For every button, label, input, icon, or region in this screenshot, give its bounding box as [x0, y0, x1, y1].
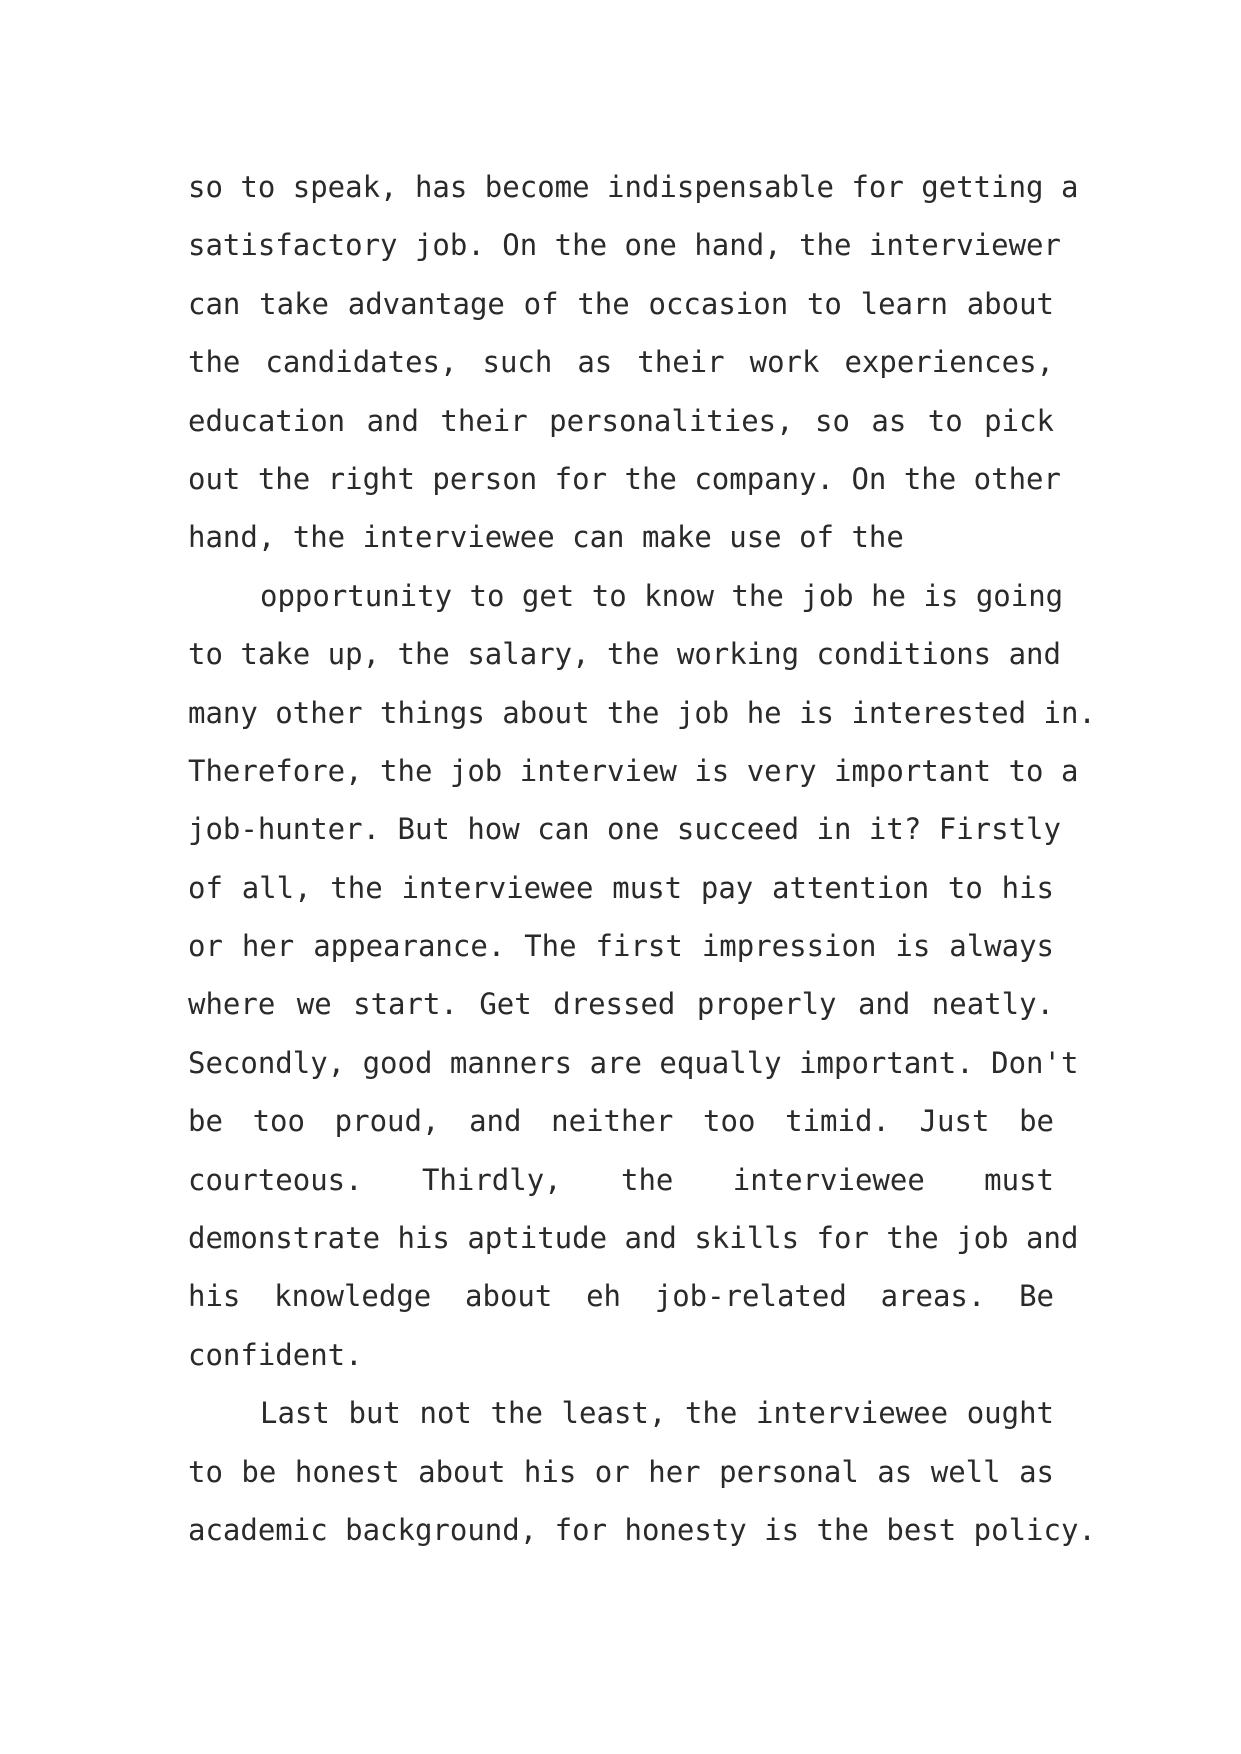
text-line: opportunity to get to know the job he is going [260, 578, 1064, 613]
text-line: job-hunter. But how can one succeed in it? Firstly [188, 812, 1061, 847]
text-line: education and their personalities, so as to pick [188, 403, 1054, 438]
text-line: or her appearance. The first impression is always [188, 929, 1054, 964]
text-line: be too proud, and neither too timid. Just be [188, 1104, 1054, 1139]
body-text [188, 158, 1096, 1559]
text-line: can take advantage of the occasion to learn about [188, 286, 1054, 321]
text-line: satisfactory job. On the one hand, the interviewer [188, 228, 1061, 263]
text-line: Secondly, good manners are equally important. Don't [188, 1045, 1079, 1080]
text-line: courteous. Thirdly, the interviewee must [188, 1162, 1054, 1197]
text-line: to take up, the salary, the working conditions and [188, 637, 1061, 672]
text-line: his knowledge about eh job-related areas. Be [188, 1279, 1054, 1314]
text-line: academic background, for honesty is the best policy. [188, 1512, 1096, 1547]
text-line: to be honest about his or her personal as well as [188, 1454, 1054, 1489]
text-line: hand, the interviewee can make use of the [188, 520, 904, 555]
text-line: confident. [188, 1337, 363, 1372]
text-line: so to speak, has become indispensable for getting a [188, 170, 1079, 204]
text-line: out the right person for the company. On the other [188, 461, 1061, 496]
text-line: where we start. Get dressed properly and neatly. [188, 987, 1054, 1022]
text-line: demonstrate his aptitude and skills for the job and [188, 1221, 1079, 1256]
text-line: Last but not the least, the interviewee ought [260, 1396, 1054, 1431]
text-line: of all, the interviewee must pay attention to his [188, 870, 1054, 905]
text-line: Therefore, the job interview is very important to a [188, 753, 1079, 788]
text-line: the candidates, such as their work experiences, [188, 345, 1054, 380]
text-line: many other things about the job he is interested in. [188, 695, 1096, 730]
